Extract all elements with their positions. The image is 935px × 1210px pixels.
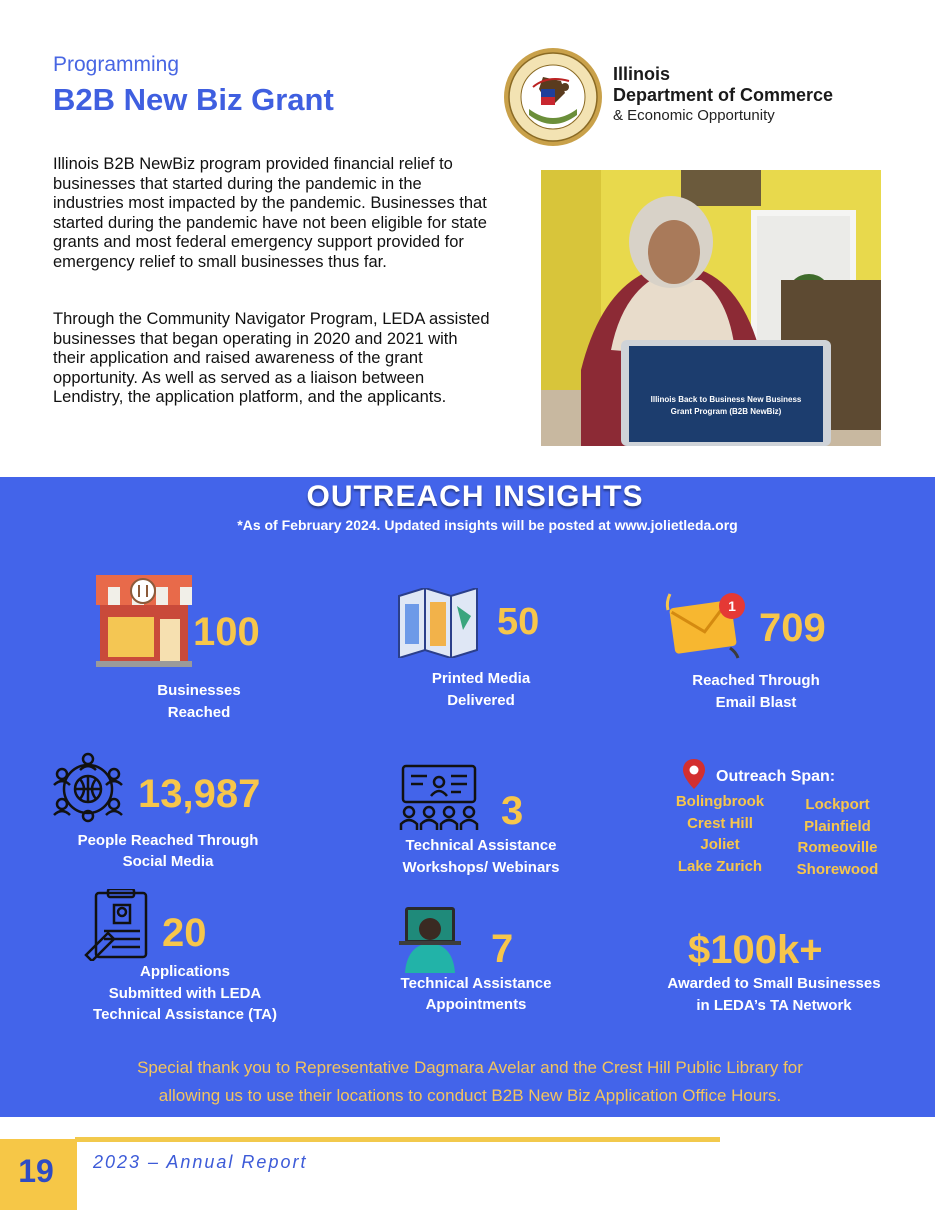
cities-right [785,794,890,880]
logo-line-1: Illinois [613,64,671,84]
outreach-title: OUTREACH INSIGHTS [306,480,644,513]
city-joliet: Joliet [700,836,740,853]
screen-line-2: Grant Program (B2B NewBiz) [670,407,782,416]
city-plainfield: Plainfield [804,817,871,835]
footer-text: 2023 – Annual Report [93,1152,308,1172]
appointments-label-line-1: Technical Assistance [400,975,552,992]
brochure-icon [397,588,479,658]
applications-value: 20 [162,911,207,955]
workshops-label-line-1: Technical Assistance [405,837,557,854]
page-number: 19 [18,1153,54,1189]
social-label-line-2: Social Media [122,853,214,870]
logo-line-3: & Economic Opportunity [613,107,775,124]
printed-label-line-2: Delivered [447,692,515,709]
social-network-icon [50,752,126,826]
city-romeoville: Romeoville [797,839,878,856]
page-title: B2B New Biz Grant [53,82,334,117]
city-lake-zurich: Lake Zurich [677,857,763,875]
cities-left [660,791,780,877]
woman-with-laptop-photo [541,170,881,446]
illinois-seal-icon [503,47,603,147]
email-value: 709 [759,606,826,650]
intro-paragraph-1: Illinois B2B NewBiz program provided financial relief to businesses that started during the pandemic in the industries most impacted by the pandemic. Businesses that started during the pandemic have not been eligible for state grants and most federal emergency support provided for emergency relief to small businesses thus far. [53,155,487,271]
applications-label-line-2: Submitted with LEDA [108,984,262,1002]
appointments-value: 7 [491,927,514,971]
city-crest-hill: Crest Hill [687,814,753,832]
email-notification-icon [664,588,748,660]
social-value: 13,987 [138,772,261,816]
appointments-label [381,973,571,1015]
email-label-line-2: Email Blast [715,694,797,711]
email-label [665,670,847,714]
printed-value: 50 [497,601,540,643]
businesses-value: 100 [193,610,260,654]
social-label-line-1: People Reached Through [77,832,259,849]
storefront-icon [96,575,192,667]
logo-line-2: Department of Commerce [613,85,834,105]
businesses-label-line-1: Businesses [157,682,241,699]
printed-label [395,668,567,712]
applications-label [70,961,300,1026]
presentation-icon [399,764,479,834]
businesses-label [124,680,274,724]
workshops-value: 3 [501,789,524,833]
footer-rule [75,1137,720,1142]
thank-you-line-2: allowing us to use their locations to conduct B2B New Biz Application Office Hours. [158,1086,782,1105]
workshops-label-line-2: Workshops/ Webinars [402,859,560,876]
appointments-label-line-2: Appointments [425,996,527,1013]
awarded-value: $100k+ [688,928,823,972]
social-label [58,830,278,872]
awarded-label-line-2: in LEDA’s TA Network [696,996,852,1014]
applications-label-line-3: Technical Assistance (TA) [93,1006,277,1023]
intro-paragraph-2: Through the Community Navigator Program, LEDA assisted businesses that began operating in 2020 and 2021 with their application and raised awareness of the grant opportunity. As well as served as a liaison between Lendistry, the application platform, and the applicants. [53,310,490,406]
department-logo [613,64,833,125]
applications-label-line-1: Applications [139,963,230,980]
email-label-line-1: Reached Through [692,672,820,689]
application-form-icon [82,889,152,961]
person-at-laptop-icon [399,905,461,973]
workshops-label [381,835,581,879]
thank-you-line-1: Special thank you to Representative Dagmara Avelar and the Crest Hill Public Library for [137,1058,803,1077]
city-bolingbrook: Bolingbrook [675,793,765,810]
outreach-span-title: Outreach Span: [716,768,836,785]
awarded-label-line-1: Awarded to Small Businesses [667,975,881,992]
thank-you-note [40,1054,900,1110]
email-badge-count: 1 [728,598,736,614]
outreach-note: *As of February 2024. Updated insights will be posted at www.jolietleda.org [237,517,738,533]
city-shorewood: Shorewood [796,860,879,878]
section-label: Programming [53,53,180,76]
location-pin-icon [682,758,706,790]
screen-line-1: Illinois Back to Business New Business [650,395,802,404]
businesses-label-line-2: Reached [167,704,231,721]
awarded-label [653,973,895,1016]
printed-label-line-1: Printed Media [431,670,531,687]
city-lockport: Lockport [805,796,870,813]
